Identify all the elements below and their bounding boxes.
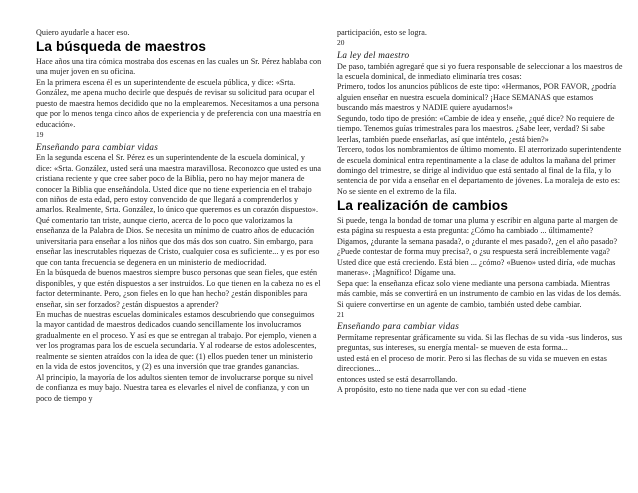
body-paragraph: De paso, también agregaré que si yo fuera responsable de seleccionar a los maestros de la escuela dominical, de inmediato eliminaría tres cosas: [337, 61, 623, 81]
body-paragraph: A propósito, esto no tiene nada que ver con su edad -tiene [337, 385, 527, 395]
body-paragraph: Si quiere convertirse en un agente de cambio, también usted debe cambiar. [337, 299, 582, 309]
page-number: 19 [36, 130, 44, 140]
body-paragraph: Permítame representar gráficamente su vida. Si las flechas de su vida -sus linderos, sus preguntas, sus intereses, su energía mental- se mueven de esta forma... [337, 333, 623, 353]
section-heading: La realización de cambios [337, 198, 508, 214]
body-paragraph: En la búsqueda de buenos maestros siempre busco personas que sean fieles, que estén disponibles, y que estén dispuestos a ser instruidos. Lo que tienen en la cabeza no es el factor determinante. Pero, ¿son fieles en lo que han hecho? ¿están disponibles para enseñar, sin ser forzados? ¿están dispuestos a aprender? [36, 268, 321, 309]
body-paragraph: Usted dice que está creciendo. Está bien ... ¿cómo? «Bueno» usted diría, «de muchas maneras». ¡Magnífico! Dígame una. [337, 257, 616, 278]
section-heading: La búsqueda de maestros [36, 39, 207, 55]
body-paragraph: Sepa que: la enseñanza eficaz solo viene mediante una persona cambiada. Mientras más cambie, más se convertirá en un instrumento de cambio en las vidas de los demás. [337, 278, 622, 299]
body-paragraph: Hace años una tira cómica mostraba dos escenas en las cuales un Sr. Pérez hablaba con una mujer joven en su oficina. [36, 56, 322, 77]
left-column [36, 28, 322, 404]
body-paragraph: participación, esto se logra. [337, 28, 427, 37]
right-column [337, 28, 623, 396]
body-paragraph: Qué comentario tan triste, aunque cierto, acerca de lo poco que valorizamos la enseñanza de la Palabra de Dios. Se necesita un mínimo de cuatro años de educación universitaria para enseñar a los niños que dos más dos son cuatro. Sin embargo, para enseñar las inescrutables riquezas de Cristo, cualquier cosa es suficiente... y es por eso que con tanta frecuencia se degenera en un ministerio de mediocridad. [36, 215, 320, 267]
running-head: La ley del maestro [337, 49, 410, 60]
body-paragraph: Segundo, todo tipo de presión: «Cambie de idea y enseñe, ¿qué dice? No requiere de tiempo. Tenemos guías trimestrales para los maestros. ¿Sabe leer, verdad? Si sabe leerlas, también puede enseñarlas, así que inténtelo, ¿está bien?» [337, 113, 615, 144]
page-number: 20 [337, 38, 345, 48]
body-paragraph: Al principio, la mayoría de los adultos sienten temor de involucrarse porque su nivel de confianza es muy bajo. Nuestra tarea es elevarles el nivel de confianza, y con un poco de tiempo y [36, 372, 314, 403]
body-paragraph: Primero, todos los anuncios públicos de este tipo: «Hermanos, POR FAVOR, ¿podría alguien enseñar en nuestra escuela dominical? ¡Hace SEMANAS que estamos buscando más maestros y NADIE quiere ayudarnos!» [337, 82, 616, 113]
body-paragraph: Quiero ayudarle a hacer eso. [36, 28, 130, 37]
body-paragraph: Si puede, tenga la bondad de tomar una pluma y escribir en alguna parte al margen de esta página su respuesta a esta pregunta: ¿Cómo ha cambiado ... últimamente? Digamos, ¿durante la semana pasada?, o ¿durante el mes pasado?, ¿en el año pasado? ¿Puede contestar de forma muy precisa?, o ¿su respuesta será increíblemente vaga? [337, 215, 618, 257]
body-paragraph: Tercero, todos los nombramientos de último momento. El aterrorizado superintendente de escuela dominical entra repentinamente a la clase de adultos la mañana del primer domingo del trimestre, se dirige al individuo que está sentado al final de la fila, y lo sentencia de por vida a enseñar en el departamento de jóvenes. La moraleja de esto es: No se siente en el extremo de la fila. [337, 145, 622, 196]
body-paragraph: En la segunda escena el Sr. Pérez es un superintendente de la escuela dominical, y dice: «Srta. González, usted será una maestra maravillosa. Reconozco que usted es una cristiana reciente y que cree saber poco de la Biblia, pero no hay mejor manera de conocer la Biblia que enseñándola. Usted dice que no tiene experiencia en el trabajo con niños de esta edad, pero estoy convencido de que llegará a comprenderlos y amarlos. Realmente, Srta. González, lo único que queremos es un corazón dispuesto». [36, 153, 322, 215]
page-number: 21 [337, 309, 345, 319]
running-head: Enseñando para cambiar vidas [337, 321, 460, 332]
body-paragraph: En muchas de nuestras escuelas dominicales estamos descubriendo que conseguimos la mayor cantidad de maestros dedicados cuando sencillamente los involucramos gradualmente en el proceso. Y así es que se entregan al trabajo. Por ejemplo, vienen a ver los programas para los de escuela secundaria. Y al rodearse de estos adolescentes, realmente se sienten atraídos con la idea de que: (1) ellos pueden tener un ministerio en la vida de estos jovencitos, y (2) es una inversión que trae grandes ganancias. [36, 309, 317, 372]
running-head: Enseñando para cambiar vidas [36, 141, 159, 152]
body-paragraph: usted está en el proceso de morir. Pero si las flechas de su vida se mueven en estas direcciones... [337, 353, 607, 374]
body-paragraph: En la primera escena él es un superintendente de escuela pública, y dice: «Srta. González, me apena mucho decirle que después de revisar su solicitud para ocupar el puesto de maestra hemos decidido que no la emplearemos. Necesitamos a una persona que por lo menos tenga cinco años de experiencia y de preferencia con una maestría en educación». [36, 77, 321, 129]
body-paragraph: entonces usted se está desarrollando. [337, 374, 458, 384]
